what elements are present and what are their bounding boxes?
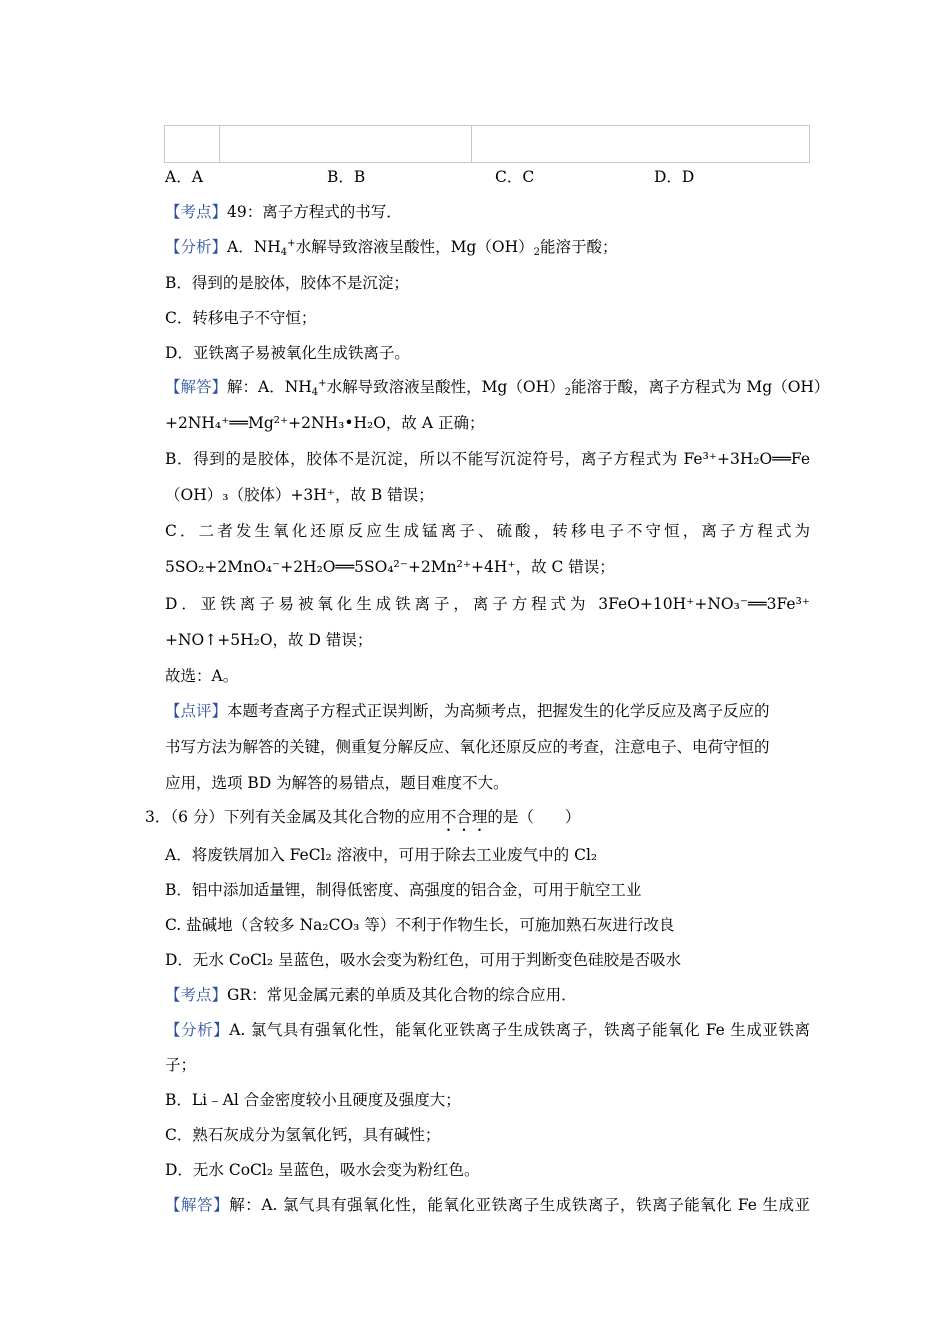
fenxi-tag: 【分析】 (165, 238, 228, 256)
q2-jieda-b1: B．得到的是胶体，胶体不是沉淀，所以不能写沉淀符号，离子方程式为 Fe³⁺+3H₂O══Fe (165, 450, 810, 468)
q2-jieda-a: 【解答】解：A．$NH_4^+$水解导致溶液呈酸性，$Mg(OH)_2$能溶于酸，离子方程式为 Mg（OH） (165, 378, 830, 398)
q2-jieda-c1: C．二者发生氧化还原反应生成锰离子、硫酸，转移电子不守恒，离子方程式为 (165, 522, 810, 540)
q2-fenxi-a: 【分析】A．$NH_4^+$水解导致溶液呈酸性，$Mg(OH)_2$能溶于酸； (165, 238, 618, 258)
q3-fenxi-d: D．无水 CoCl₂ 呈蓝色，吸水会变为粉红色。 (165, 1161, 480, 1179)
q3-stem-emphasis: 不合理 (440, 808, 488, 826)
q3-fenxi-c: C．熟石灰成分为氢氧化钙，具有碱性； (165, 1126, 441, 1144)
fenxi-tag: 【分析】 (165, 1021, 230, 1039)
q3-option-b: B．铝中添加适量锂，制得低密度、高强度的铝合金，可用于航空工业 (165, 881, 642, 899)
q3-stem-text: 的是（ ） (487, 808, 581, 826)
q3-fenxi-b: B．Li﹣Al 合金密度较小且硬度及强度大； (165, 1091, 461, 1109)
kaodian-text: GR：常见金属元素的单质及其化合物的综合应用． (227, 986, 577, 1004)
q3-kaodian (165, 985, 810, 1005)
q2-jieda-d1: D．亚铁离子易被氧化生成铁离子，离子方程式为 3FeO+10H⁺+NO₃⁻══3Fe³⁺ (165, 595, 810, 613)
q2-guxuan: 故选：A。 (165, 667, 239, 685)
q2-jieda-a2: +2NH₄⁺══Mg²⁺+2NH₃•H₂O，故 A 正确； (165, 414, 485, 432)
q3-jieda-a1 (165, 1195, 810, 1215)
q3-stem (145, 807, 790, 835)
q2-dianping-1 (165, 701, 810, 721)
q3-option-c: C. 盐碱地（含较多 Na₂CO₃ 等）不利于作物生长，可施加熟石灰进行改良 (165, 916, 675, 934)
table-cell (220, 126, 472, 163)
q2-kaodian (165, 202, 810, 222)
dianping-text: 本题考查离子方程式正误判断，为高频考点，把握发生的化学反应及离子反应的 (227, 702, 770, 720)
dianping-tag: 【点评】 (165, 702, 228, 720)
options-table (164, 125, 810, 163)
table-cell (165, 126, 220, 163)
jieda-a-text: 能溶于酸，离子方程式为 Mg（OH） (570, 378, 830, 396)
table-cell (472, 126, 810, 163)
fenxi-a-text: A．NH (227, 238, 281, 256)
q2-fenxi-b: B．得到的是胶体，胶体不是沉淀； (165, 274, 409, 292)
jieda-tag: 【解答】 (165, 1196, 230, 1214)
kaodian-tag: 【考点】 (165, 203, 228, 221)
kaodian-text: 49：离子方程式的书写． (227, 203, 402, 221)
fenxi-text: A. 氯气具有强氧化性，能氧化亚铁离子生成铁离子，铁离子能氧化 Fe 生成亚铁离 (229, 1021, 810, 1039)
q2-jieda-c2: 5SO₂+2MnO₄⁻+2H₂O══5SO₄²⁻+2Mn²⁺+4H⁺，故 C 错误； (165, 558, 615, 576)
choice-d: D．D (654, 168, 695, 186)
q3-stem-text: 3．（6 分）下列有关金属及其化合物的应用 (145, 808, 441, 826)
q2-jieda-d2: +NO↑+5H₂O，故 D 错误； (165, 631, 373, 649)
q3-option-a: A．将废铁屑加入 FeCl₂ 溶液中，可用于除去工业废气中的 Cl₂ (165, 846, 598, 864)
q2-jieda-b2: （OH）₃（胶体）+3H⁺，故 B 错误； (165, 486, 434, 504)
q2-fenxi-c: C．转移电子不守恒； (165, 309, 317, 327)
choice-c: C．C (495, 168, 535, 186)
q3-fenxi-a1 (165, 1020, 810, 1040)
q2-dianping-2: 书写方法为解答的关键，侧重复分解反应、氧化还原反应的考查，注意电子、电荷守恒的 (165, 738, 770, 756)
fenxi-a-text: 水解导致溶液呈酸性，Mg（OH） (295, 238, 534, 256)
choice-a: A．A (165, 168, 203, 186)
jieda-a-text: 水解导致溶液呈酸性，Mg（OH） (326, 378, 565, 396)
q3-fenxi-a2: 子； (165, 1056, 197, 1074)
jieda-tag: 【解答】 (165, 378, 228, 396)
fenxi-a-text: 能溶于酸； (539, 238, 618, 256)
jieda-a-text: 解：A．NH (227, 378, 312, 396)
q3-option-d: D．无水 CoCl₂ 呈蓝色，吸水会变为粉红色，可用于判断变色硅胶是否吸水 (165, 951, 682, 969)
choice-b: B．B (327, 168, 366, 186)
jieda-text: 解：A. 氯气具有强氧化性，能氧化亚铁离子生成铁离子，铁离子能氧化 Fe 生成亚 (229, 1196, 810, 1214)
kaodian-tag: 【考点】 (165, 986, 228, 1004)
q2-dianping-3: 应用，选项 BD 为解答的易错点，题目难度不大。 (165, 774, 509, 792)
q2-fenxi-d: D．亚铁离子易被氧化生成铁离子。 (165, 344, 410, 362)
